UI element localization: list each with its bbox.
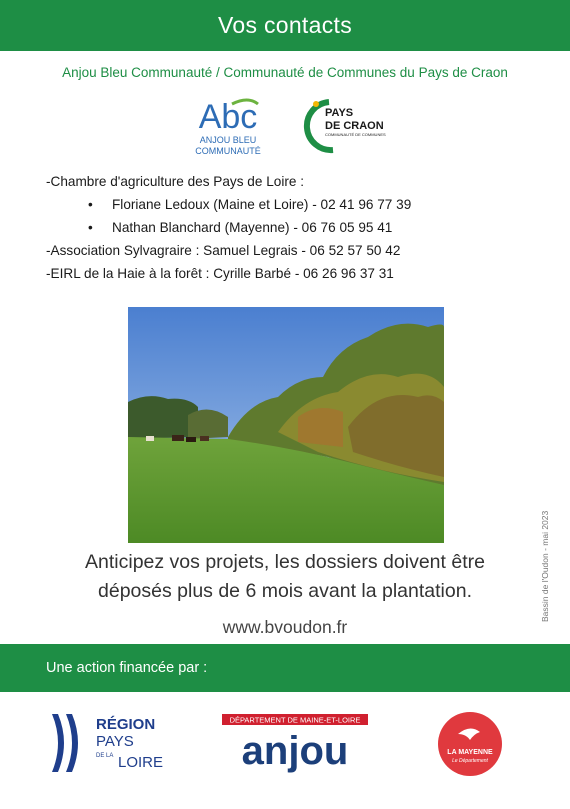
chamber-heading: -Chambre d'agriculture des Pays de Loire : xyxy=(46,174,304,189)
funders-label: Une action financée par : xyxy=(46,660,208,676)
tagline-line2: déposés plus de 6 mois avant la plantation. xyxy=(98,580,472,602)
footer-bar xyxy=(0,644,570,692)
pays-de-craon-logo xyxy=(303,94,393,156)
mayenne-logo-line2: Le Département xyxy=(452,758,488,764)
page-title: Vos contacts xyxy=(217,12,352,38)
website-link[interactable]: www.bvoudon.fr xyxy=(222,617,348,637)
header-bar xyxy=(0,0,570,51)
abc-logo-line1: ANJOU BLEU xyxy=(199,135,257,145)
mayenne-logo-line1: LA MAYENNE xyxy=(447,749,493,756)
la-mayenne-logo xyxy=(436,710,504,778)
craon-logo-line2: DE CRAON xyxy=(325,120,384,132)
hedge-landscape-photo xyxy=(128,307,444,543)
chamber-people xyxy=(46,193,546,239)
subtitle: Anjou Bleu Communauté / Communauté de Communes du Pays de Craon xyxy=(62,65,508,80)
region-pays-de-la-loire-logo xyxy=(48,712,178,774)
craon-logo-line3: COMMUNAUTÉ DE COMMUNES xyxy=(325,132,386,137)
region-logo-line1: RÉGION xyxy=(96,716,156,733)
anjou-logo-word: anjou xyxy=(241,729,349,773)
abc-logo-mark: Abc xyxy=(198,98,258,136)
contact-person: • Floriane Ledoux (Maine et Loire) - 02 41 96 77 39 xyxy=(46,193,546,216)
eirl-contact: -EIRL de la Haie à la forêt : Cyrille Barbé - 06 26 96 37 31 xyxy=(46,266,394,281)
region-logo-line3: DE LA xyxy=(96,753,114,759)
craon-logo-line1: PAYS xyxy=(325,107,354,119)
contact-person: • Nathan Blanchard (Mayenne) - 06 76 05 95 41 xyxy=(46,216,546,239)
contacts-list xyxy=(46,170,546,285)
abc-logo-line2: COMMUNAUTÉ xyxy=(195,146,261,156)
association-contact: -Association Sylvagraire : Samuel Legrais - 06 52 57 50 42 xyxy=(46,243,401,258)
region-logo-line2: PAYS xyxy=(96,733,134,750)
vertical-note: Bassin de l'Oudon - mai 2023 xyxy=(540,510,550,622)
anjou-logo-banner: DÉPARTEMENT DE MAINE-ET-LOIRE xyxy=(229,715,361,725)
anjou-bleu-logo xyxy=(188,90,268,160)
region-logo-line4: LOIRE xyxy=(118,754,164,771)
anjou-departement-logo xyxy=(220,712,370,774)
tagline xyxy=(0,548,570,606)
tagline-line1: Anticipez vos projets, les dossiers doivent être xyxy=(85,551,485,573)
